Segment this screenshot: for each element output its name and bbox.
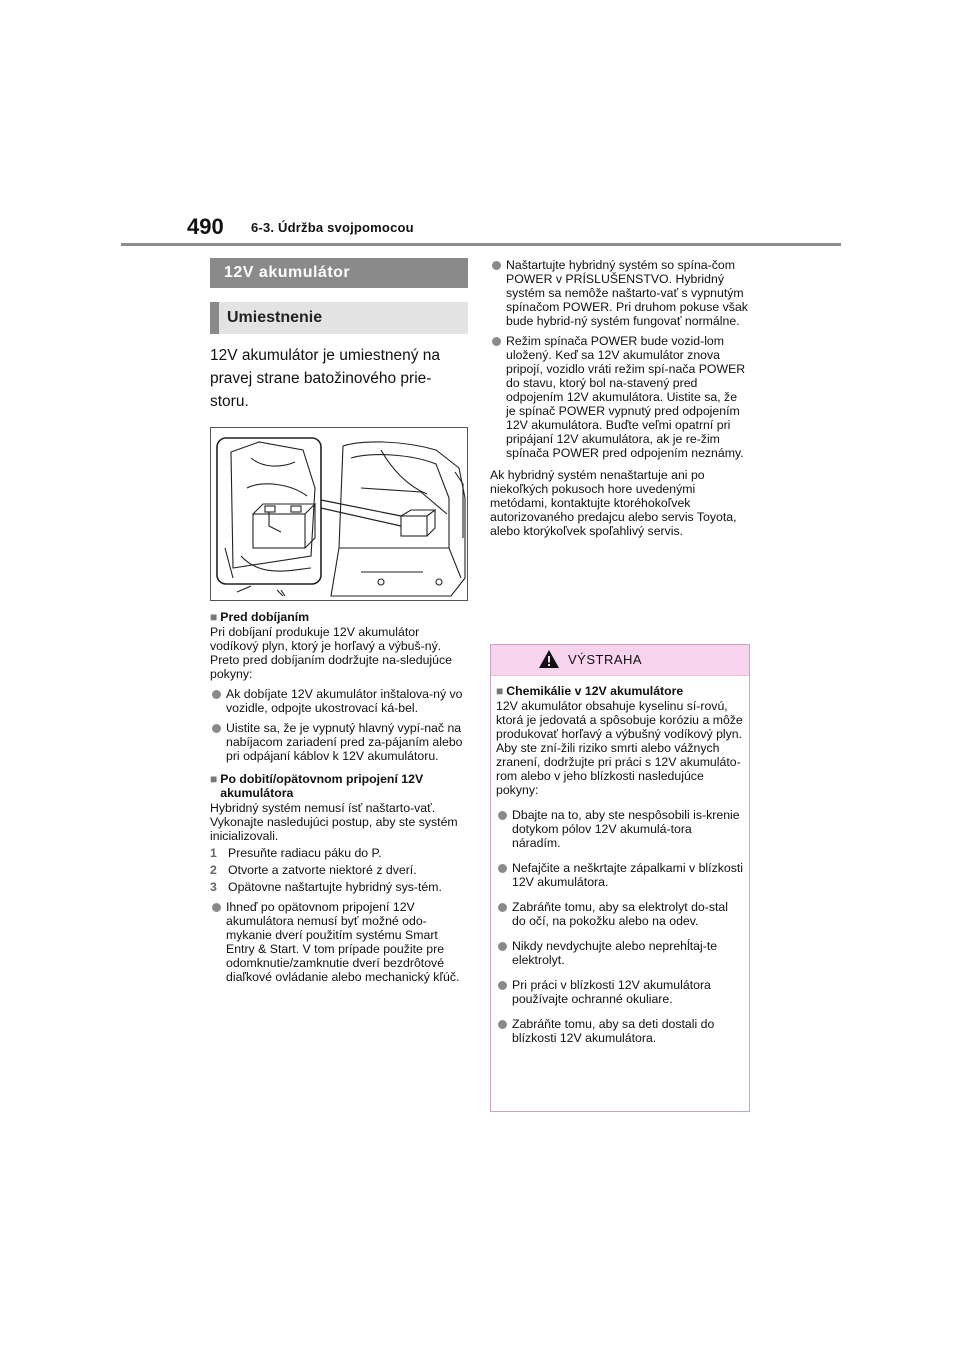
battery-cover <box>401 516 427 536</box>
battery-top <box>253 504 315 548</box>
trunk-outline <box>331 442 465 596</box>
round-bullet-icon <box>492 261 501 270</box>
step-number: 3 <box>210 880 217 894</box>
round-bullet-icon <box>212 690 221 699</box>
leader-line-2 <box>321 500 401 516</box>
round-bullet-icon <box>498 981 507 990</box>
right-column <box>490 258 750 538</box>
list-item <box>210 687 468 715</box>
trunk-floor-line <box>339 548 461 578</box>
warning-heading <box>496 684 743 698</box>
list-item-text: Dbajte na to, aby ste nespôsobili is-krenie dotykom pólov 12V akumulá-tora náradím. <box>512 808 740 850</box>
round-bullet-icon <box>212 724 221 733</box>
list-item <box>496 978 743 1006</box>
battery-cable <box>269 512 281 532</box>
warning-triangle-icon <box>538 649 560 669</box>
list-item-text: Naštartujte hybridný systém so spína-čom POWER v PRÍSLUŠENSTVO. Hybridný systém sa nemôže naštarto-vať s vypnutým spínačom POWER. Pri druhom pokuse však bude hybrid-ný systém fungovať normálne. <box>506 258 748 328</box>
heading-after-charging-label: Po dobití/opätovnom pripojení 12V akumulátora <box>220 772 424 800</box>
list-item <box>496 900 743 928</box>
after-charging-text: Hybridný systém nemusí ísť naštarto-vať. Vykonajte nasledujúci postup, aby ste systém inicializovali. <box>210 801 458 843</box>
inset-compartment <box>231 442 315 568</box>
battery-location-illustration <box>210 427 468 601</box>
warning-heading-label: Chemikálie v 12V akumulátore <box>506 684 684 698</box>
battery-cover-top <box>401 510 435 536</box>
list-item <box>496 861 743 889</box>
step-number: 1 <box>210 846 217 860</box>
list-item-text: Zabráňte tomu, aby sa elektrolyt do-stal do očí, na pokožku alebo na odev. <box>512 900 728 928</box>
round-bullet-icon <box>498 811 507 820</box>
round-bullet-icon <box>212 903 221 912</box>
trunk-inner-panel <box>351 455 449 548</box>
list-item-text: Uistite sa, že je vypnutý hlavný vypí-nač na nabíjacom zariadení pred za-pájaním alebo pri odpájaní káblov k 12V akumulátoru. <box>226 721 463 763</box>
square-bullet-icon: ■ <box>210 610 218 624</box>
step-text: Otvorte a zatvorte niektoré z dverí. <box>228 863 417 877</box>
step-text: Presuňte radiacu páku do P. <box>228 846 382 860</box>
heading-before-charging <box>210 610 468 624</box>
before-charging-text: Pri dobíjaní produkuje 12V akumulátor vodíkový plyn, ktorý je horľavý a výbuš-ný. Preto pred dobíjaním dodržujte na-sledujúce pokyny: <box>210 625 452 681</box>
subsection-title: Umiestnenie <box>210 302 468 334</box>
round-bullet-icon <box>498 903 507 912</box>
left-column <box>210 258 468 984</box>
battery-illustration-svg <box>211 428 467 600</box>
leader-line <box>321 508 401 526</box>
list-item <box>210 900 468 984</box>
header-section-title: 6-3. Údržba svojpomocou <box>251 220 414 235</box>
inset-cable <box>241 556 311 571</box>
list-item <box>490 334 750 460</box>
warning-label: VÝSTRAHA <box>568 652 643 667</box>
list-item-text: Ihneď po opätovnom pripojení 12V akumulátora nemusí byť možné odo-mykanie dverí použitím systému Smart Entry & Start. V tom prípade použite pre odomknutie/zamknutie dverí bezdrôtové diaľkové ovládanie alebo mechanický kľúč. <box>226 900 460 984</box>
step-item <box>210 863 468 877</box>
floor-hook <box>378 579 384 585</box>
round-bullet-icon <box>498 942 507 951</box>
list-item-text: Nefajčite a neškrtajte zápalkami v blízkosti 12V akumulátora. <box>512 861 744 889</box>
list-item <box>490 258 750 328</box>
inset-edge <box>251 458 295 466</box>
step-number: 2 <box>210 863 217 877</box>
list-item <box>210 721 468 763</box>
round-bullet-icon <box>498 864 507 873</box>
warning-body <box>491 684 749 1045</box>
intro-text: 12V akumulátor je umiestnený na pravej strane batožinového prie-storu. <box>210 347 441 410</box>
list-item-text: Režim spínača POWER bude vozid-lom uložený. Keď sa 12V akumulátor znova pripojí, vozidlo vráti režim spí-nača POWER do stavu, ktorý bol na-stavený pred odpojením 12V akumulátora. Uistite sa, že je spínač POWER vypnutý pred odpojením 12V akumulátora. Buďte veľmi opatrní pri pripájaní 12V akumulátora, ak je re-žim spínača POWER pred odpojením neznámy. <box>506 334 746 460</box>
fallback-paragraph: Ak hybridný systém nenaštartuje ani po niekoľkých pokusoch hore uvedenými metódami, kontaktujte ktoréhokoľvek autorizovaného predajcu alebo servis Toyota, alebo ktorýkoľvek spoľahlivý servis. <box>490 468 737 538</box>
inset-bracket <box>225 548 233 578</box>
step-text: Opätovne naštartujte hybridný sys-tém. <box>228 880 442 894</box>
list-item <box>496 808 743 850</box>
step-item <box>210 880 468 894</box>
warning-header <box>491 645 749 676</box>
rear-trim <box>455 472 463 538</box>
section-title: 12V akumulátor <box>210 258 468 288</box>
warning-box <box>490 644 750 1112</box>
heading-after-charging <box>210 772 468 800</box>
heading-before-charging-label: Pred dobíjaním <box>220 610 310 624</box>
floor-hook-2 <box>436 579 442 585</box>
list-item <box>496 1017 743 1045</box>
page-number: 490 <box>187 214 224 239</box>
warning-text: 12V akumulátor obsahuje kyselinu sí-rovú, ktorá je jedovatá a spôsobuje koróziu a môže produkovať horľavý a výbušný vodíkový plyn. Aby ste zní-žili riziko smrti alebo vážnych zranení, dodržujte pri práci s 12V akumuláto-rom alebo v jeho blízkosti nasledujúce pokyny: <box>496 699 743 797</box>
corner-marks <box>237 586 285 596</box>
list-item <box>496 939 743 967</box>
square-bullet-icon: ■ <box>210 772 218 786</box>
header-rule <box>121 243 841 246</box>
round-bullet-icon <box>492 337 501 346</box>
round-bullet-icon <box>498 1020 507 1029</box>
list-item-text: Zabráňte tomu, aby sa deti dostali do blízkosti 12V akumulátora. <box>512 1017 715 1045</box>
battery-terminal-positive <box>265 506 275 512</box>
list-item-text: Nikdy nevdychujte alebo neprehĺtaj-te elektrolyt. <box>512 939 718 967</box>
list-item-text: Pri práci v blízkosti 12V akumulátora používajte ochranné okuliare. <box>512 978 711 1006</box>
list-item-text: Ak dobíjate 12V akumulátor inštalova-ný vo vozidle, odpojte ukostrovací ká-bel. <box>226 687 463 715</box>
step-item <box>210 846 468 860</box>
battery-terminal-negative <box>291 506 301 512</box>
inset-edge-2 <box>247 484 307 496</box>
square-bullet-icon: ■ <box>496 684 504 698</box>
